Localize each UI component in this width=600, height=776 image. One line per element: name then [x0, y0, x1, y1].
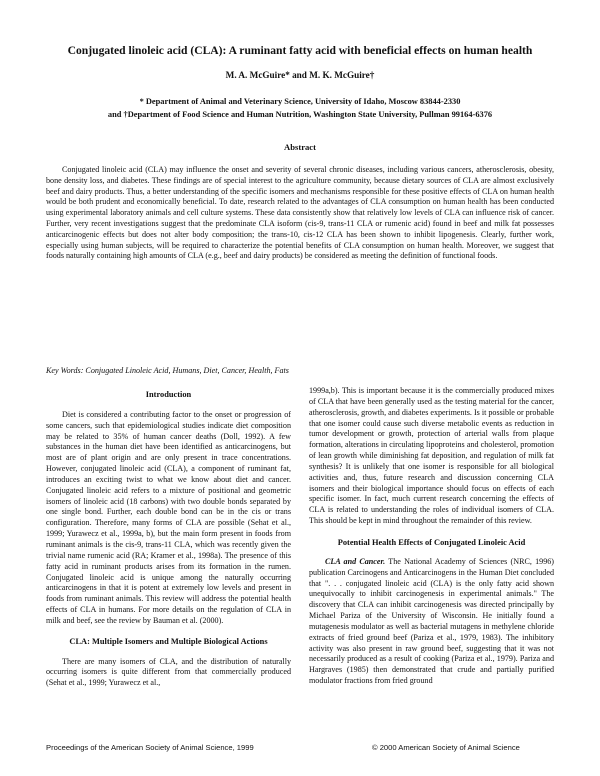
author-line: M. A. McGuire* and M. K. McGuire† — [225, 70, 375, 80]
right-column — [309, 386, 554, 687]
abstract-text: Conjugated linoleic acid (CLA) may influence the onset and severity of several chronic diseases, including various cancers, atherosclerosis, obesity, bone density loss, and diabetes. These findings are of special interest to the agriculture community, because dietary sources of CLA are almost exclusively beef and dairy products. Thus, a better understanding of the specific isomers and mechanisms responsible for these positive effects of CLA on human health would be both prudent and economically beneficial. To date, research related to the advantages of CLA consumption on human health has been conducted using experimental laboratory animals and cell culture systems. These data consistently show that relatively low levels of CLA can influence risk of cancer. Further, very recent investigations suggest that the predominate CLA isoform (cis-9, trans-11 CLA or rumenic acid) found in beef and milk fat possesses anticarcinogenic effects but does not alter body composition; the trans-10, cis-12 CLA has been shown to inhibit lipogenesis. Clearly, further work, especially using human subjects, will be required to characterize the potential benefits of CLA consumption on human health. Moreover, we suggest that foods naturally containing high amounts of CLA (e.g., beef and dairy products) be considered as meeting the definition of functional foods. — [46, 165, 554, 261]
introduction-text: Diet is considered a contributing factor to the onset or progression of some cancers, such that epidemiological studies indicate diet composition may be related to 35% of human cancer deaths (Doll, 1992). A few substances in the human diet have been identified as anticarcinogens, but most are of plant origin and are only present in trace concentrations. However, conjugated linoleic acid (CLA), a component of ruminant fat, introduces an exciting twist to what we know about diet and cancer. Conjugated linoleic acid refers to a mixture of positional and geometric isomers of linoleic acid (18 carbons) with two double bonds separated by one single bond. Further, each double bond can be in the cis or trans configuration. Therefore, many forms of CLA are possible (Sehat et al., 1999; Yurawecz et al., 1999a, b), but the main form present in foods from ruminant animals is the cis-9, trans-11 CLA, which was recently given the trivial name rumenic acid (RA; Kramer et al., 1998a). The presence of this fatty acid in ruminant products arises from its formation in the rumen. Conjugated linoleic acid is unique among the naturally occurring anticarcinogens in that it is potent at extremely low levels and present in foods from ruminant animals. This review will address the potential health effects of CLA in humans. For more details on the regulation of CLA in milk and beef, see the review by Bauman et al. (2000). — [46, 409, 291, 625]
introduction-heading: Introduction — [145, 390, 192, 399]
isomers-heading: CLA: Multiple Isomers and Multiple Biological Actions — [69, 636, 268, 646]
health-effects-heading: Potential Health Effects of Conjugated Linoleic Acid — [337, 537, 526, 547]
left-column — [46, 390, 291, 689]
isomers-text: There are many isomers of CLA, and the distribution of naturally occurring isomers is quite different from that commercially produced (Sehat et al., 1999; Yurawecz et al., — [46, 656, 291, 688]
cancer-text: The National Academy of Sciences (NRC, 1996) publication Carcinogens and Anticarcinogens in the Human Diet concluded that ". . . conjugated linoleic acid (CLA) is the only fatty acid shown unequivocally to inhibit carcinogenesis in experimental animals." The discovery that CLA can inhibit carcinogenesis was directed principally by Michael Pariza of the University of Wisconsin. He initially found a mutagenesis modulator as well as bacterial mutagens in methylene chloride extracts of fried ground beef (Pariza et al., 1979, 1983). The inhibitory activity was also present in raw ground beef, suggesting that it was not necessarily produced as a result of cooking (Pariza et al., 1979). Pariza and Hargraves (1985) then demonstrated that crude and partially purified modulator fractions from fried ground — [309, 556, 555, 686]
paper-title: Conjugated linoleic acid (CLA): A ruminant fatty acid with beneficial effects on human health — [67, 44, 533, 57]
cancer-paragraph — [309, 557, 554, 687]
cancer-lead: CLA and Cancer. — [325, 556, 386, 566]
affiliation-1: * Department of Animal and Veterinary Science, University of Idaho, Moscow 83844-2330 — [139, 97, 461, 106]
footer-proceedings: Proceedings of the American Society of Animal Science, 1999 — [46, 743, 254, 752]
footer-copyright: © 2000 American Society of Animal Science — [372, 743, 520, 752]
affiliation-2: and †Department of Food Science and Human Nutrition, Washington State University, Pullman 99164-6376 — [107, 110, 493, 119]
affiliations — [40, 95, 560, 121]
abstract-heading: Abstract — [284, 142, 316, 152]
keywords: Key Words: Conjugated Linoleic Acid, Humans, Diet, Cancer, Health, Fats — [46, 366, 289, 375]
isomers-continued-text: 1999a,b). This is important because it is the commercially produced mixes of CLA that have been generally used as the testing material for the cancer, atherosclerosis, growth, and diabetes experiments. Is it possible or probable that one isomer could cause such diverse metabolic events as reduction in tumor development or growth, protection of arterial walls from plaque formation, alterations in circulating lipoproteins and cholesterol, promotion of lean growth while diminishing fat deposition, and regulation of milk fat synthesis? It is unlikely that one isomer is responsible for all biological activities and, thus, future research and discussion concerning CLA isomers and their biological importance should focus on effects of each specific isomer. In fact, much current research concerning the effects of CLA is related to understanding the roles of individual isomers of CLA. This should be kept in mind throughout the remainder of this review. — [309, 386, 554, 526]
